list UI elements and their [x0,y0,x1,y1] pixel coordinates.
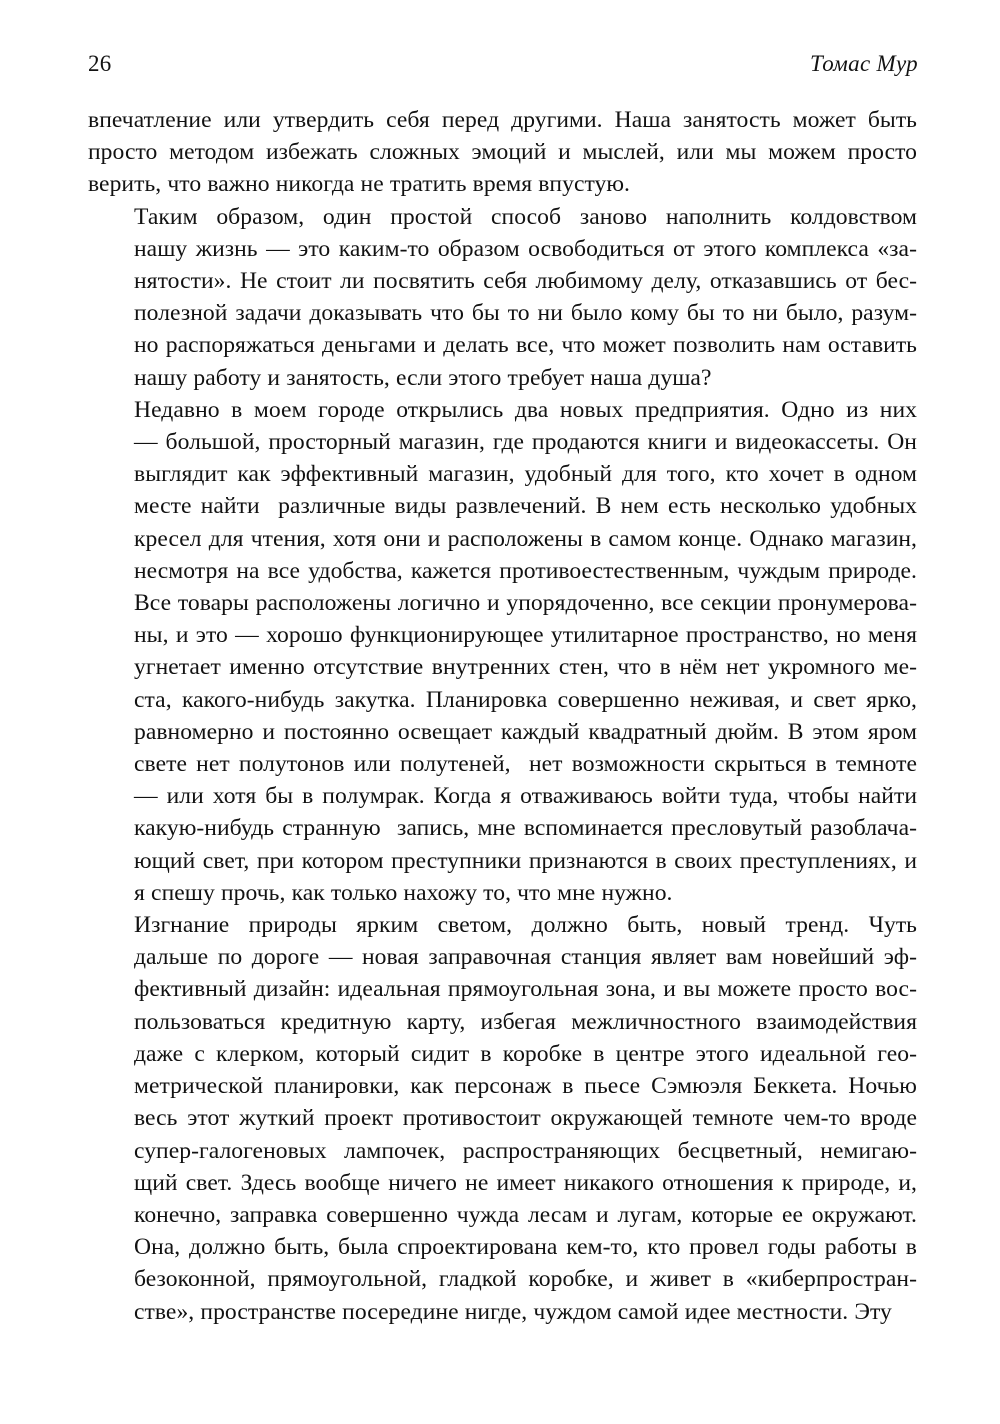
text-line: но распоряжаться деньгами и делать все, что может позволить нам оставить [134,332,917,359]
text-line: — большой, просторный магазин, где продаются книги и видеокассеты. Он [134,429,917,456]
text-line: Все товары расположены логично и упорядоченно, все секции пронумерова- [134,590,917,617]
text-line: нятости». Не стоит ли посвятить себя любимому делу, отказавшись от бес- [134,268,917,295]
text-line: пользоваться кредитную карту, избегая межличностного взаимодействия [134,1008,917,1035]
text-line: нашу работу и занятость, если этого требует наша душа? [134,364,712,391]
text-line: кресел для чтения, хотя они и расположены в самом конце. Однако магазин, [134,525,917,552]
text-line: ста, какого-нибудь закутка. Планировка совершенно неживая, и свет ярко, [134,686,917,713]
text-line: Она, должно быть, была спроектирована кем-то, кто провел годы работы в [134,1234,917,1261]
paragraph [88,104,917,201]
text-line: я спешу прочь, как только нахожу то, что мне нужно. [134,879,673,906]
text-line: выглядит как эффективный магазин, удобный для того, кто хочет в одном [134,461,917,488]
text-line: верить, что важно никогда не тратить время впустую. [88,171,630,198]
text-line: супер-галогеновых лампочек, распространяющих бесцветный, немигаю- [134,1137,917,1164]
text-line: безоконной, прямоугольной, гладкой коробке, и живет в «киберпростран- [134,1266,917,1293]
text-line: даже с клерком, который сидит в коробке в центре этого идеальной гео- [134,1040,917,1067]
text-line: полезной задачи доказывать что бы то ни было кому бы то ни было, разум- [134,300,917,327]
paragraph [88,909,917,1328]
paragraph [88,201,917,394]
text-line: фективный дизайн: идеальная прямоугольная зона, и вы можете просто вос- [134,976,917,1003]
text-line: Изгнание природы ярким светом, должно быть, новый тренд. Чуть [134,912,917,939]
text-line: дальше по дороге — новая заправочная станция являет вам новейший эф- [134,944,917,971]
text-line: Таким образом, один простой способ заново наполнить колдовством [134,203,917,230]
text-line: стве», пространстве посередине нигде, чуждом самой идее местности. Эту [134,1298,892,1325]
text-line: нашу жизнь — это каким-то образом освободиться от этого комплекса «за- [134,235,917,262]
text-line: щий свет. Здесь вообще ничего не имеет никакого отношения к природе, и, [134,1169,917,1196]
text-line: угнетает именно отсутствие внутренних стен, что в нём нет укромного ме- [134,654,917,681]
text-line: метрической планировки, как персонаж в пьесе Сэмюэля Беккета. Ночью [134,1073,917,1100]
text-line: какую-нибудь странную запись, мне вспоминается пресловутый разоблача- [134,815,917,842]
text-line: весь этот жуткий проект противостоит окружающей темноте чем-то вроде [134,1105,917,1132]
text-line: Недавно в моем городе открылись два новых предприятия. Одно из них [134,396,917,423]
text-line: свете нет полутонов или полутеней, нет возможности скрыться в темноте [134,751,917,778]
text-line: ны, и это — хорошо функционирующее утилитарное пространство, но меня [134,622,917,649]
page-text-block [88,104,917,1328]
text-line: просто методом избежать сложных эмоций и мыслей, или мы можем просто [88,139,917,166]
running-head [88,50,918,84]
text-line: несмотря на все удобства, кажется противоестественным, чуждым природе. [134,557,917,584]
page-folio-number: 26 [88,51,112,76]
text-line: месте найти различные виды развлечений. В нем есть несколько удобных [134,493,917,520]
text-line: конечно, заправка совершенно чужда лесам и лугам, которые ее окружают. [134,1201,917,1228]
text-line: равномерно и постоянно освещает каждый квадратный дюйм. В этом яром [134,718,917,745]
text-line: — или хотя бы в полумрак. Когда я отваживаюсь войти туда, чтобы найти [134,783,917,810]
text-line: впечатление или утвердить себя перед другими. Наша занятость может быть [88,107,917,133]
text-line: ющий свет, при котором преступники признаются в своих преступлениях, и [134,847,917,874]
paragraph [88,394,917,909]
running-head-author: Томас Мур [810,51,918,76]
